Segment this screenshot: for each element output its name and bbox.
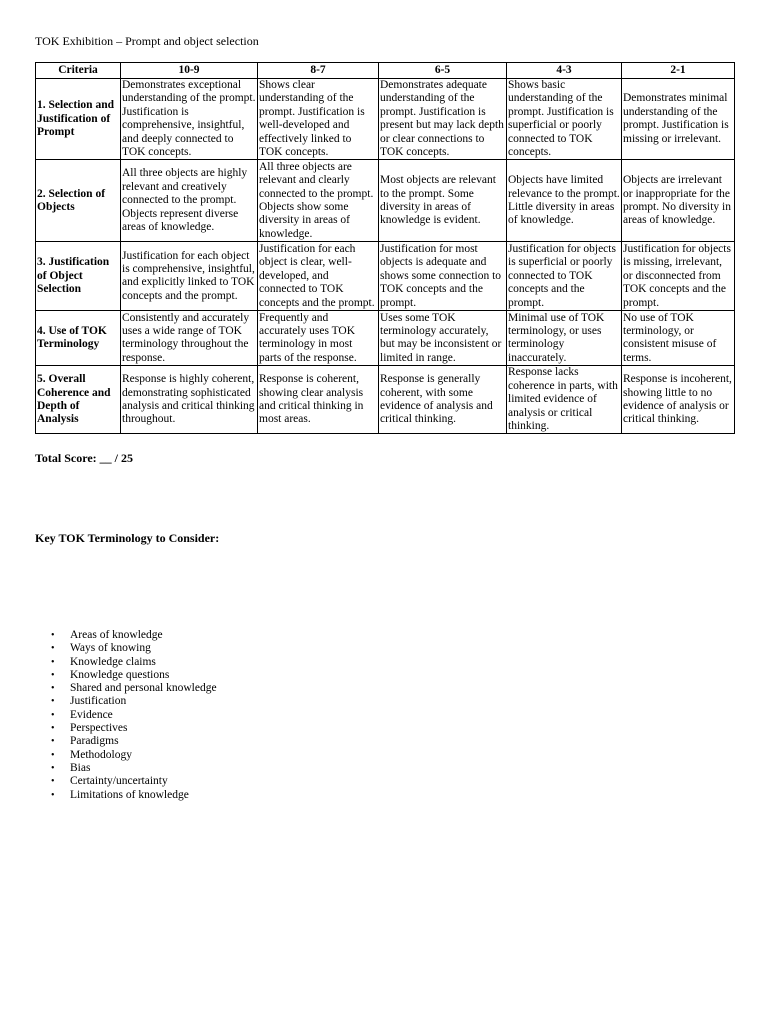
list-item: • Paradigms xyxy=(35,735,217,748)
table-cell: Consistently and accurately uses a wide range of TOK terminology throughout the response. xyxy=(121,311,258,366)
page-title: TOK Exhibition – Prompt and object selection xyxy=(35,34,259,48)
list-item: • Ways of knowing xyxy=(35,642,217,655)
criterion-cell: 1. Selection and Justification of Prompt xyxy=(36,79,121,160)
criterion-cell: 2. Selection of Objects xyxy=(36,160,121,242)
list-item: • Areas of knowledge xyxy=(35,629,217,642)
table-cell: Justification for each object is comprehensive, insightful, and explicitly linked to TOK concepts and the prompt. xyxy=(121,242,258,311)
list-item: • Limitations of knowledge xyxy=(35,789,217,802)
list-item: • Evidence xyxy=(35,709,217,722)
table-row xyxy=(36,160,735,242)
table-cell: All three objects are highly relevant and creatively connected to the prompt. Objects represent diverse areas of knowledge. xyxy=(121,160,258,242)
table-cell: Justification for most objects is adequate and shows some connection to TOK concepts and the prompt. xyxy=(379,242,507,311)
table-cell: All three objects are relevant and clearly connected to the prompt. Objects show some diversity in areas of knowledge. xyxy=(258,160,379,242)
list-item: • Justification xyxy=(35,695,217,708)
table-cell: Shows clear understanding of the prompt. Justification is well-developed and effectively linked to TOK concepts. xyxy=(258,79,379,160)
column-header: 2-1 xyxy=(622,63,735,79)
column-header: 10-9 xyxy=(121,63,258,79)
rubric-table xyxy=(35,62,735,434)
criterion-cell: 4. Use of TOK Terminology xyxy=(36,311,121,366)
table-cell: Shows basic understanding of the prompt. Justification is superficial or poorly connected to TOK concepts. xyxy=(507,79,622,160)
list-item: • Perspectives xyxy=(35,722,217,735)
list-item: • Bias xyxy=(35,762,217,775)
list-item: • Methodology xyxy=(35,749,217,762)
table-cell: Response is incoherent, showing little to no evidence of analysis or critical thinking. xyxy=(622,366,735,434)
table-cell: Demonstrates minimal understanding of the prompt. Justification is missing or irrelevant. xyxy=(622,79,735,160)
table-cell: No use of TOK terminology, or consistent misuse of terms. xyxy=(622,311,735,366)
table-cell: Demonstrates adequate understanding of the prompt. Justification is present but may lack depth or clear connections to TOK concepts. xyxy=(379,79,507,160)
table-cell: Response is generally coherent, with some evidence of analysis and critical thinking. xyxy=(379,366,507,434)
table-cell: Demonstrates exceptional understanding of the prompt. Justification is comprehensive, insightful, and deeply connected to TOK concepts. xyxy=(122,79,256,159)
column-header: 6-5 xyxy=(379,63,507,79)
table-row xyxy=(36,79,735,160)
total-score: Total Score: __ / 25 xyxy=(35,451,133,465)
table-header-row xyxy=(36,63,735,79)
key-terms-heading: Key TOK Terminology to Consider: xyxy=(35,531,220,545)
table-cell: Response is coherent, showing clear analysis and critical thinking in most areas. xyxy=(258,366,379,434)
key-terms-list xyxy=(35,629,217,802)
table-cell: Response lacks coherence in parts, with limited evidence of analysis or critical thinking. xyxy=(507,366,622,434)
list-item: • Knowledge claims xyxy=(35,656,217,669)
criterion-cell: 3. Justification of Object Selection xyxy=(36,242,121,311)
list-item: • Knowledge questions xyxy=(35,669,217,682)
criterion-cell: 5. Overall Coherence and Depth of Analysis xyxy=(36,366,121,434)
table-cell: Response is highly coherent, demonstrating sophisticated analysis and critical thinking throughout. xyxy=(121,366,258,434)
table-cell: Objects are irrelevant or inappropriate for the prompt. No diversity in areas of knowledge. xyxy=(622,160,735,242)
table-row xyxy=(36,242,735,311)
column-header: Criteria xyxy=(36,63,121,79)
table-cell: Frequently and accurately uses TOK terminology in most parts of the response. xyxy=(258,311,379,366)
column-header: 4-3 xyxy=(507,63,622,79)
table-cell: Uses some TOK terminology accurately, but may be inconsistent or limited in range. xyxy=(379,311,507,366)
table-cell: Justification for objects is superficial or poorly connected to TOK concepts and the prompt. xyxy=(507,242,622,311)
table-cell: Justification for each object is clear, well-developed, and connected to TOK concepts and the prompt. xyxy=(258,242,379,311)
table-row xyxy=(36,366,735,434)
table-row xyxy=(36,311,735,366)
table-cell: Justification for objects is missing, irrelevant, or disconnected from TOK concepts and the prompt. xyxy=(622,242,735,311)
list-item: • Certainty/uncertainty xyxy=(35,775,217,788)
table-cell: Most objects are relevant to the prompt. Some diversity in areas of knowledge is evident. xyxy=(379,160,507,242)
column-header: 8-7 xyxy=(258,63,379,79)
table-cell: Minimal use of TOK terminology, or uses terminology inaccurately. xyxy=(507,311,622,366)
table-cell: Objects have limited relevance to the prompt. Little diversity in areas of knowledge. xyxy=(507,160,622,242)
list-item: • Shared and personal knowledge xyxy=(35,682,217,695)
